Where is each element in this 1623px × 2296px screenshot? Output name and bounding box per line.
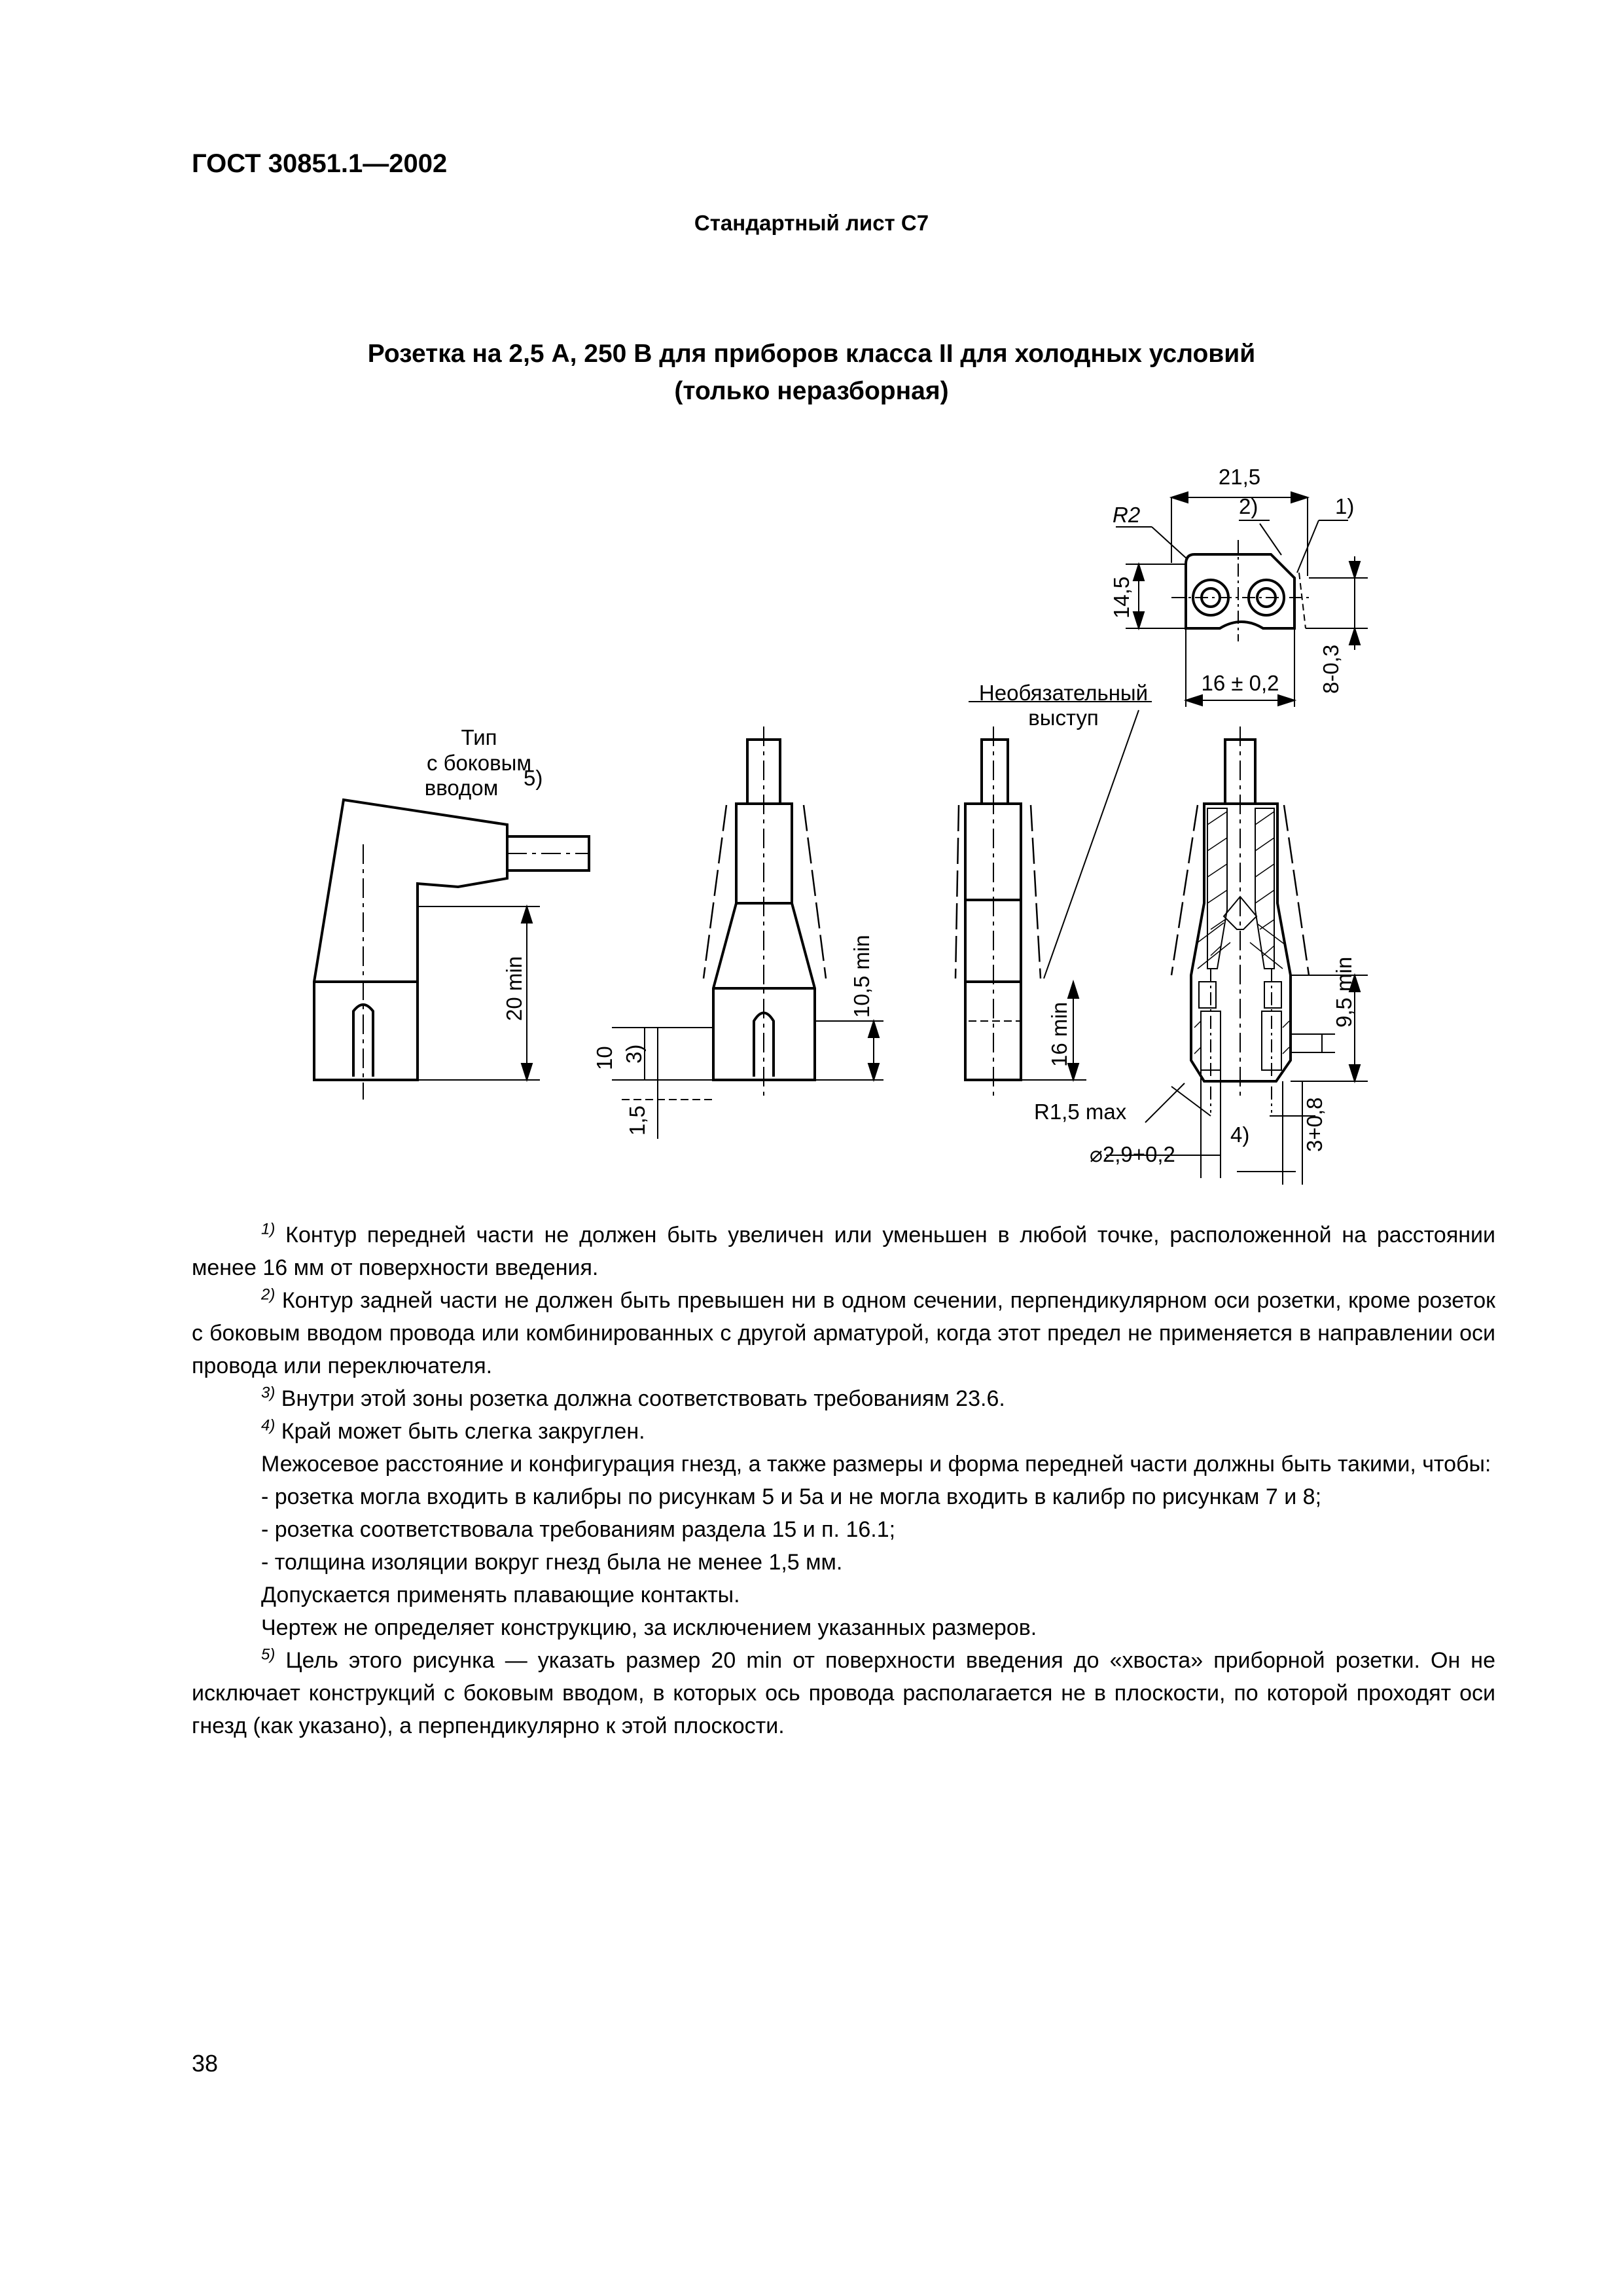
label-type-2: с боковым	[426, 751, 532, 775]
label-r1-5: R1,5 max	[1034, 1100, 1127, 1124]
page-number: 38	[192, 2050, 219, 2077]
label-ref-2: 2)	[1239, 494, 1258, 518]
label-dim-10: 10	[592, 1046, 616, 1070]
label-diameter: ⌀2,9+0,2	[1090, 1142, 1175, 1166]
label-dim-9-5: 9,5 min	[1332, 956, 1356, 1028]
note-5-mark: 5)	[261, 1645, 276, 1664]
dash-item-1: - розетка могла входить в калибры по рисункам 5 и 5а и не могла входить в калибр по рисункам 7 и 8;	[261, 1484, 1322, 1509]
label-optional-1: Необязательный	[978, 681, 1149, 705]
label-height-8: 8-0,3	[1319, 644, 1343, 694]
label-r2: R2	[1113, 503, 1141, 527]
paragraph-1: Межосевое расстояние и конфигурация гнезд, а также размеры и форма передней части должны быть такими, чтобы:	[261, 1452, 1491, 1477]
footnotes	[192, 1219, 1495, 1742]
label-type-1: Тип	[461, 725, 497, 749]
title-line-2: (только неразборная)	[674, 377, 949, 405]
note-2	[192, 1284, 1495, 1382]
note-4	[192, 1415, 1495, 1448]
title-line-1: Розетка на 2,5 А, 250 В для приборов класса II для холодных условий	[367, 340, 1256, 368]
dash-item-2: - розетка соответствовала требованиям раздела 15 и п. 16.1;	[261, 1517, 896, 1542]
note-3	[192, 1382, 1495, 1415]
note-1-text: Контур передней части не должен быть увеличен или уменьшен в любой точке, расположенной на расстоянии менее 16 мм от поверхности введения.	[192, 1223, 1495, 1280]
label-height-14-5: 14,5	[1109, 576, 1133, 619]
label-ref-1: 1)	[1335, 494, 1355, 518]
side-entry-body	[314, 800, 507, 1080]
note-4-mark: 4)	[261, 1416, 276, 1435]
note-3-mark: 3)	[261, 1384, 276, 1402]
dash-item-3: - толщина изоляции вокруг гнезд была не менее 1,5 мм.	[261, 1550, 843, 1575]
label-type-3: вводом	[424, 776, 499, 800]
label-ref-4: 4)	[1230, 1122, 1250, 1147]
label-ref-3: 3)	[622, 1044, 646, 1064]
label-dim-20: 20 min	[502, 956, 526, 1021]
label-dim-16: 16 min	[1047, 1001, 1071, 1067]
label-dim-10-5: 10,5 min	[849, 935, 874, 1018]
note-4-text: Край может быть слегка закруглен.	[281, 1419, 645, 1444]
label-ref-5: 5)	[524, 766, 543, 790]
label-optional-2: выступ	[1028, 706, 1099, 730]
note-2-mark: 2)	[261, 1285, 276, 1304]
sheet-label: Стандартный лист C7	[694, 211, 929, 235]
note-5-text: Цель этого рисунка — указать размер 20 min от поверхности введения до «хвоста» приборной розетки. Он не исключает конструкций с боковым вводом, в которых ось провода располагается не в плоскости, по которой проходят оси гнезд (как указано), а перпендикулярно к этой плоскости.	[192, 1648, 1495, 1738]
label-dim-3: 3+0,8	[1302, 1097, 1327, 1152]
label-width-21-5: 21,5	[1218, 465, 1261, 489]
note-1-mark: 1)	[261, 1220, 276, 1238]
standard-number: ГОСТ 30851.1—2002	[192, 149, 448, 178]
paragraph-2: Допускается применять плавающие контакты.	[261, 1583, 740, 1607]
label-dim-1-5: 1,5	[625, 1105, 649, 1136]
note-1	[192, 1219, 1495, 1284]
label-width-16: 16 ± 0,2	[1201, 671, 1279, 695]
note-3-text: Внутри этой зоны розетка должна соответствовать требованиям 23.6.	[281, 1386, 1005, 1411]
face-view-body	[1186, 554, 1294, 628]
note-2-text: Контур задней части не должен быть превышен ни в одном сечении, перпендикулярном оси розетки, кроме розеток с боковым вводом провода или комбинированных с другой арматурой, когда этот предел не применяется в направлении оси провода или переключателя.	[192, 1288, 1495, 1378]
paragraph-3: Чертеж не определяет конструкцию, за исключением указанных размеров.	[261, 1615, 1037, 1640]
note-5	[192, 1644, 1495, 1742]
